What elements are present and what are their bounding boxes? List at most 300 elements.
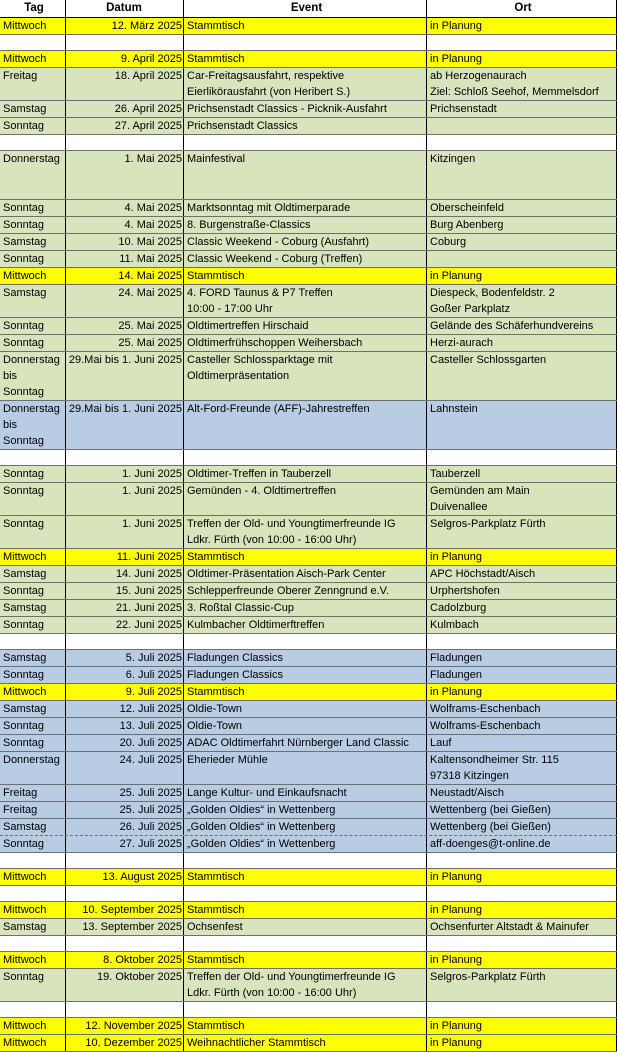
empty-cell: [184, 1002, 427, 1017]
datum-cell: 11. Mai 2025: [66, 251, 184, 267]
table-row: [0, 68, 617, 101]
ort-cell-line: in Planung: [430, 904, 482, 916]
ort-cell-line: in Planung: [430, 954, 482, 966]
event-cell-line: Treffen der Old- und Youngtimerfreunde IG: [187, 518, 396, 530]
datum-cell: 4. Mai 2025: [66, 217, 184, 233]
event-cell: [184, 18, 427, 34]
tag-cell-line: Sonntag: [3, 253, 44, 265]
event-cell: [184, 667, 427, 683]
tag-cell: [0, 969, 66, 1001]
header-event: Event: [184, 0, 427, 17]
ort-cell-line: Selgros-Parkplatz Fürth: [430, 971, 546, 983]
ort-cell-line: in Planung: [430, 53, 482, 65]
tag-cell: [0, 466, 66, 482]
ort-cell: [427, 1018, 617, 1034]
tag-cell: [0, 735, 66, 751]
tag-cell: [0, 234, 66, 250]
datum-cell: 13. September 2025: [66, 919, 184, 935]
datum-cell: 12. Juli 2025: [66, 701, 184, 717]
event-cell-line: ADAC Oldtimerfahrt Nürnberger Land Classic: [187, 737, 409, 749]
empty-cell: [0, 853, 66, 868]
tag-cell-line: Freitag: [3, 787, 38, 799]
event-cell-line: Alt-Ford-Freunde (AFF)-Jahrestreffen: [187, 403, 370, 415]
empty-cell: [66, 853, 184, 868]
empty-cell: [184, 35, 427, 50]
ort-cell: [427, 735, 617, 751]
tag-cell: [0, 667, 66, 683]
tag-cell-line: Sonntag: [3, 737, 44, 749]
event-cell: [184, 617, 427, 633]
event-cell: [184, 285, 427, 317]
ort-cell: [427, 667, 617, 683]
event-cell-line: Stammtisch: [187, 20, 245, 32]
ort-cell: [427, 549, 617, 565]
empty-cell: [0, 936, 66, 951]
tag-cell: [0, 802, 66, 818]
ort-cell-line: Cadolzburg: [430, 602, 487, 614]
tag-cell: [0, 352, 66, 400]
table-row: [0, 234, 617, 251]
ort-cell-line: Lahnstein: [430, 403, 478, 415]
tag-cell: [0, 785, 66, 801]
event-cell: [184, 335, 427, 351]
event-cell: [184, 600, 427, 616]
tag-cell-line: Sonntag: [3, 971, 44, 983]
datum-cell: 11. Juni 2025: [66, 549, 184, 565]
tag-cell-line: Mittwoch: [3, 270, 47, 282]
header-tag: Tag: [0, 0, 66, 17]
event-cell: [184, 200, 427, 216]
tag-cell-line: Sonntag: [3, 518, 44, 530]
tag-cell: [0, 401, 66, 449]
ort-cell: [427, 251, 617, 267]
ort-cell: [427, 51, 617, 67]
ort-cell-line: in Planung: [430, 270, 482, 282]
table-row: [0, 902, 617, 919]
ort-cell: [427, 318, 617, 334]
ort-cell: [427, 483, 617, 515]
empty-cell: [0, 886, 66, 901]
event-cell: [184, 969, 427, 1001]
table-header: [0, 0, 617, 18]
tag-cell-line: Sonntag: [3, 485, 44, 497]
datum-cell: 6. Juli 2025: [66, 667, 184, 683]
tag-cell: [0, 1035, 66, 1051]
ort-cell-line: Selgros-Parkplatz Fürth: [430, 518, 546, 530]
ort-cell-line: aff-doenges@t-online.de: [430, 838, 551, 850]
empty-cell: [427, 35, 617, 50]
ort-cell-line: Ochsenfurter Altstadt & Mainufer: [430, 921, 589, 933]
ort-cell: [427, 151, 617, 199]
ort-cell: [427, 701, 617, 717]
empty-cell: [427, 634, 617, 649]
event-cell-line: 3. Roßtal Classic-Cup: [187, 602, 294, 614]
tag-cell-line: Freitag: [3, 804, 38, 816]
event-cell-line: Ldkr. Fürth (von 10:00 - 16:00 Uhr): [187, 987, 357, 999]
ort-cell: [427, 118, 617, 134]
table-row: [0, 217, 617, 234]
event-cell: [184, 1035, 427, 1051]
ort-cell: [427, 617, 617, 633]
spacer-row: [0, 853, 617, 869]
ort-cell-line: Duivenallee: [430, 501, 488, 513]
tag-cell: [0, 549, 66, 565]
tag-cell-line: Sonntag: [3, 320, 44, 332]
datum-cell: 9. Juli 2025: [66, 684, 184, 700]
table-row: [0, 466, 617, 483]
event-cell-line: Car-Freitagsausfahrt, respektive: [187, 70, 345, 82]
ort-cell: [427, 466, 617, 482]
event-cell-line: Eierlikörausfahrt (von Heribert S.): [187, 86, 351, 98]
empty-cell: [0, 35, 66, 50]
tag-cell-line: Samstag: [3, 821, 47, 833]
header-ort: Ort: [427, 0, 617, 17]
tag-cell: [0, 18, 66, 34]
table-row: [0, 18, 617, 35]
ort-cell-line: ab Herzogenaurach: [430, 70, 527, 82]
table-row: [0, 583, 617, 600]
tag-cell-line: Mittwoch: [3, 871, 47, 883]
datum-cell: 13. August 2025: [66, 869, 184, 885]
tag-cell-line: Freitag: [3, 70, 38, 82]
table-row: [0, 969, 617, 1002]
table-row: [0, 735, 617, 752]
empty-cell: [427, 450, 617, 465]
datum-cell: 22. Juni 2025: [66, 617, 184, 633]
tag-cell-line: Sonntag: [3, 219, 44, 231]
event-cell-line: Stammtisch: [187, 1020, 245, 1032]
empty-cell: [184, 135, 427, 150]
ort-cell: [427, 819, 617, 835]
ort-cell: [427, 268, 617, 284]
datum-cell: 24. Mai 2025: [66, 285, 184, 317]
header-datum: Datum: [66, 0, 184, 17]
tag-cell: [0, 684, 66, 700]
event-cell-line: 8. Burgenstraße-Classics: [187, 219, 311, 231]
tag-cell: [0, 650, 66, 666]
ort-cell-line: Gemünden am Main: [430, 485, 530, 497]
ort-cell-line: Fladungen: [430, 669, 482, 681]
spacer-row: [0, 886, 617, 902]
event-cell-line: Oldtimer-Treffen in Tauberzell: [187, 468, 332, 480]
event-cell: [184, 101, 427, 117]
datum-cell: 12. März 2025: [66, 18, 184, 34]
event-cell-line: Casteller Schlossparktage mit: [187, 354, 333, 366]
empty-cell: [0, 634, 66, 649]
empty-cell: [66, 936, 184, 951]
empty-cell: [184, 936, 427, 951]
table-row: [0, 952, 617, 969]
table-row: [0, 101, 617, 118]
tag-cell-line: Sonntag: [3, 468, 44, 480]
ort-cell-line: Neustadt/Aisch: [430, 787, 504, 799]
tag-cell-line: Sonntag: [3, 386, 44, 398]
event-cell: [184, 268, 427, 284]
tag-cell: [0, 919, 66, 935]
tag-cell-line: Mittwoch: [3, 1037, 47, 1049]
ort-cell-line: Goßer Parkplatz: [430, 303, 511, 315]
event-cell: [184, 234, 427, 250]
table-row: [0, 752, 617, 785]
event-cell-line: Ldkr. Fürth (von 10:00 - 16:00 Uhr): [187, 534, 357, 546]
event-cell-line: Gemünden - 4. Oldtimertreffen: [187, 485, 336, 497]
datum-cell: 19. Oktober 2025: [66, 969, 184, 1001]
ort-cell: [427, 200, 617, 216]
datum-cell: 25. Juli 2025: [66, 802, 184, 818]
event-cell: [184, 68, 427, 100]
event-cell: [184, 919, 427, 935]
datum-cell: 27. Juli 2025: [66, 836, 184, 852]
event-cell-line: Oldie-Town: [187, 703, 243, 715]
ort-cell: [427, 285, 617, 317]
tag-cell: [0, 583, 66, 599]
ort-cell-line: in Planung: [430, 1037, 482, 1049]
event-cell-line: Stammtisch: [187, 551, 245, 563]
empty-cell: [66, 886, 184, 901]
table-row: [0, 701, 617, 718]
table-row: [0, 516, 617, 549]
datum-cell: 10. Dezember 2025: [66, 1035, 184, 1051]
empty-cell: [184, 886, 427, 901]
event-cell-line: Schlepperfreunde Oberer Zenngrund e.V.: [187, 585, 390, 597]
ort-cell: [427, 802, 617, 818]
event-cell-line: Lange Kultur- und Einkaufsnacht: [187, 787, 347, 799]
tag-cell-line: Sonntag: [3, 435, 44, 447]
empty-cell: [184, 853, 427, 868]
ort-cell: [427, 401, 617, 449]
tag-cell-line: Samstag: [3, 652, 47, 664]
tag-cell: [0, 483, 66, 515]
table-row: [0, 650, 617, 667]
tag-cell-line: Sonntag: [3, 337, 44, 349]
spacer-row: [0, 936, 617, 952]
datum-cell: 14. Juni 2025: [66, 566, 184, 582]
event-cell-line: Mainfestival: [187, 153, 246, 165]
event-cell-line: Eherieder Mühle: [187, 754, 268, 766]
ort-cell: [427, 836, 617, 852]
tag-cell: [0, 1018, 66, 1034]
ort-cell: [427, 335, 617, 351]
tag-cell: [0, 819, 66, 835]
table-row: [0, 919, 617, 936]
event-cell: [184, 217, 427, 233]
tag-cell-line: Sonntag: [3, 720, 44, 732]
datum-cell: 10. Mai 2025: [66, 234, 184, 250]
tag-cell: [0, 566, 66, 582]
tag-cell: [0, 285, 66, 317]
spacer-row: [0, 1002, 617, 1018]
tag-cell: [0, 251, 66, 267]
datum-cell: 25. Mai 2025: [66, 318, 184, 334]
tag-cell: [0, 68, 66, 100]
ort-cell-line: Ziel: Schloß Seehof, Memmelsdorf: [430, 86, 599, 98]
empty-cell: [184, 634, 427, 649]
tag-cell-line: Sonntag: [3, 619, 44, 631]
tag-cell: [0, 952, 66, 968]
datum-cell: 21. Juni 2025: [66, 600, 184, 616]
table-body: [0, 18, 617, 1052]
ort-cell-line: Wettenberg (bei Gießen): [430, 804, 551, 816]
spacer-row: [0, 135, 617, 151]
event-cell-line: „Golden Oldies“ in Wettenberg: [187, 804, 336, 816]
tag-cell-line: Samstag: [3, 568, 47, 580]
tag-cell-line: Donnerstag: [3, 354, 60, 366]
event-cell: [184, 483, 427, 515]
tag-cell: [0, 118, 66, 134]
ort-cell-line: APC Höchstadt/Aisch: [430, 568, 536, 580]
event-cell: [184, 650, 427, 666]
ort-cell: [427, 583, 617, 599]
ort-cell: [427, 650, 617, 666]
tag-cell-line: Sonntag: [3, 120, 44, 132]
ort-cell: [427, 684, 617, 700]
tag-cell: [0, 318, 66, 334]
tag-cell-line: Mittwoch: [3, 1020, 47, 1032]
ort-cell-line: Wettenberg (bei Gießen): [430, 821, 551, 833]
ort-cell: [427, 566, 617, 582]
ort-cell: [427, 869, 617, 885]
event-cell-line: Fladungen Classics: [187, 652, 283, 664]
ort-cell-line: Herzi-aurach: [430, 337, 493, 349]
tag-cell: [0, 335, 66, 351]
table-row: [0, 684, 617, 701]
tag-cell: [0, 902, 66, 918]
table-row: [0, 802, 617, 819]
empty-cell: [66, 1002, 184, 1017]
ort-cell: [427, 752, 617, 784]
event-cell: [184, 516, 427, 548]
spacer-row: [0, 634, 617, 650]
tag-cell: [0, 516, 66, 548]
ort-cell: [427, 969, 617, 1001]
table-row: [0, 352, 617, 401]
datum-cell: 13. Juli 2025: [66, 718, 184, 734]
event-cell: [184, 785, 427, 801]
event-cell-line: 10:00 - 17:00 Uhr: [187, 303, 273, 315]
empty-cell: [0, 450, 66, 465]
tag-cell-line: Samstag: [3, 236, 47, 248]
ort-cell: [427, 902, 617, 918]
table-row: [0, 318, 617, 335]
event-cell-line: Oldtimerfrühschoppen Weihersbach: [187, 337, 363, 349]
tag-cell: [0, 718, 66, 734]
event-cell-line: Stammtisch: [187, 270, 245, 282]
event-cell-line: Oldie-Town: [187, 720, 243, 732]
ort-cell-line: Kulmbach: [430, 619, 479, 631]
ort-cell: [427, 1035, 617, 1051]
event-cell: [184, 251, 427, 267]
event-cell-line: Ochsenfest: [187, 921, 243, 933]
datum-cell: 10. September 2025: [66, 902, 184, 918]
event-cell: [184, 583, 427, 599]
event-cell: [184, 952, 427, 968]
tag-cell-line: Samstag: [3, 703, 47, 715]
spacer-row: [0, 450, 617, 466]
tag-cell: [0, 836, 66, 852]
event-cell: [184, 151, 427, 199]
ort-cell: [427, 352, 617, 400]
ort-cell: [427, 600, 617, 616]
ort-cell: [427, 68, 617, 100]
event-cell: [184, 684, 427, 700]
ort-cell-line: Wolframs-Eschenbach: [430, 720, 541, 732]
datum-cell: 20. Juli 2025: [66, 735, 184, 751]
event-cell: [184, 566, 427, 582]
table-row: [0, 1035, 617, 1052]
tag-cell: [0, 600, 66, 616]
empty-cell: [66, 634, 184, 649]
datum-cell: 24. Juli 2025: [66, 752, 184, 784]
ort-cell-line: 97318 Kitzingen: [430, 770, 509, 782]
tag-cell-line: Mittwoch: [3, 53, 47, 65]
event-cell-line: Oldtimertreffen Hirschaid: [187, 320, 309, 332]
table-row: [0, 151, 617, 200]
table-row: [0, 617, 617, 634]
ort-cell-line: Urphertshofen: [430, 585, 500, 597]
event-cell-line: Kulmbacher Oldtimerftreffen: [187, 619, 325, 631]
ort-cell: [427, 718, 617, 734]
empty-cell: [427, 1002, 617, 1017]
event-cell: [184, 401, 427, 449]
event-cell-line: Fladungen Classics: [187, 669, 283, 681]
event-cell-line: Oldtimer-Präsentation Aisch-Park Center: [187, 568, 386, 580]
datum-cell: 26. April 2025: [66, 101, 184, 117]
event-cell: [184, 752, 427, 784]
event-cell-line: Classic Weekend - Coburg (Treffen): [187, 253, 363, 265]
table-row: [0, 549, 617, 566]
empty-cell: [0, 135, 66, 150]
event-cell-line: Stammtisch: [187, 686, 245, 698]
table-row: [0, 819, 617, 836]
tag-cell-line: Samstag: [3, 103, 47, 115]
event-cell: [184, 735, 427, 751]
table-row: [0, 335, 617, 352]
ort-cell: [427, 785, 617, 801]
tag-cell: [0, 151, 66, 199]
datum-cell: 15. Juni 2025: [66, 583, 184, 599]
datum-cell: 26. Juli 2025: [66, 819, 184, 835]
event-cell: [184, 118, 427, 134]
tag-cell-line: Donnerstag: [3, 403, 60, 415]
tag-cell-line: bis: [3, 370, 18, 382]
event-cell-line: Prichsenstadt Classics - Picknik-Ausfahrt: [187, 103, 387, 115]
table-row: [0, 51, 617, 68]
datum-cell: 1. Mai 2025: [66, 151, 184, 199]
tag-cell: [0, 268, 66, 284]
tag-cell-line: Sonntag: [3, 585, 44, 597]
event-cell: [184, 318, 427, 334]
tag-cell: [0, 869, 66, 885]
table-row: [0, 251, 617, 268]
tag-cell: [0, 617, 66, 633]
event-cell: [184, 51, 427, 67]
event-cell: [184, 1018, 427, 1034]
tag-cell: [0, 701, 66, 717]
table-row: [0, 118, 617, 135]
ort-cell: [427, 18, 617, 34]
empty-cell: [66, 450, 184, 465]
table-row: [0, 200, 617, 217]
tag-cell: [0, 200, 66, 216]
tag-cell: [0, 51, 66, 67]
tag-cell-line: Mittwoch: [3, 20, 47, 32]
tag-cell-line: Donnerstag: [3, 153, 60, 165]
event-cell-line: Stammtisch: [187, 904, 245, 916]
event-cell-line: Treffen der Old- und Youngtimerfreunde IG: [187, 971, 396, 983]
tag-cell-line: Sonntag: [3, 669, 44, 681]
ort-cell-line: in Planung: [430, 551, 482, 563]
datum-cell: 29.Mai bis 1. Juni 2025: [66, 401, 184, 449]
